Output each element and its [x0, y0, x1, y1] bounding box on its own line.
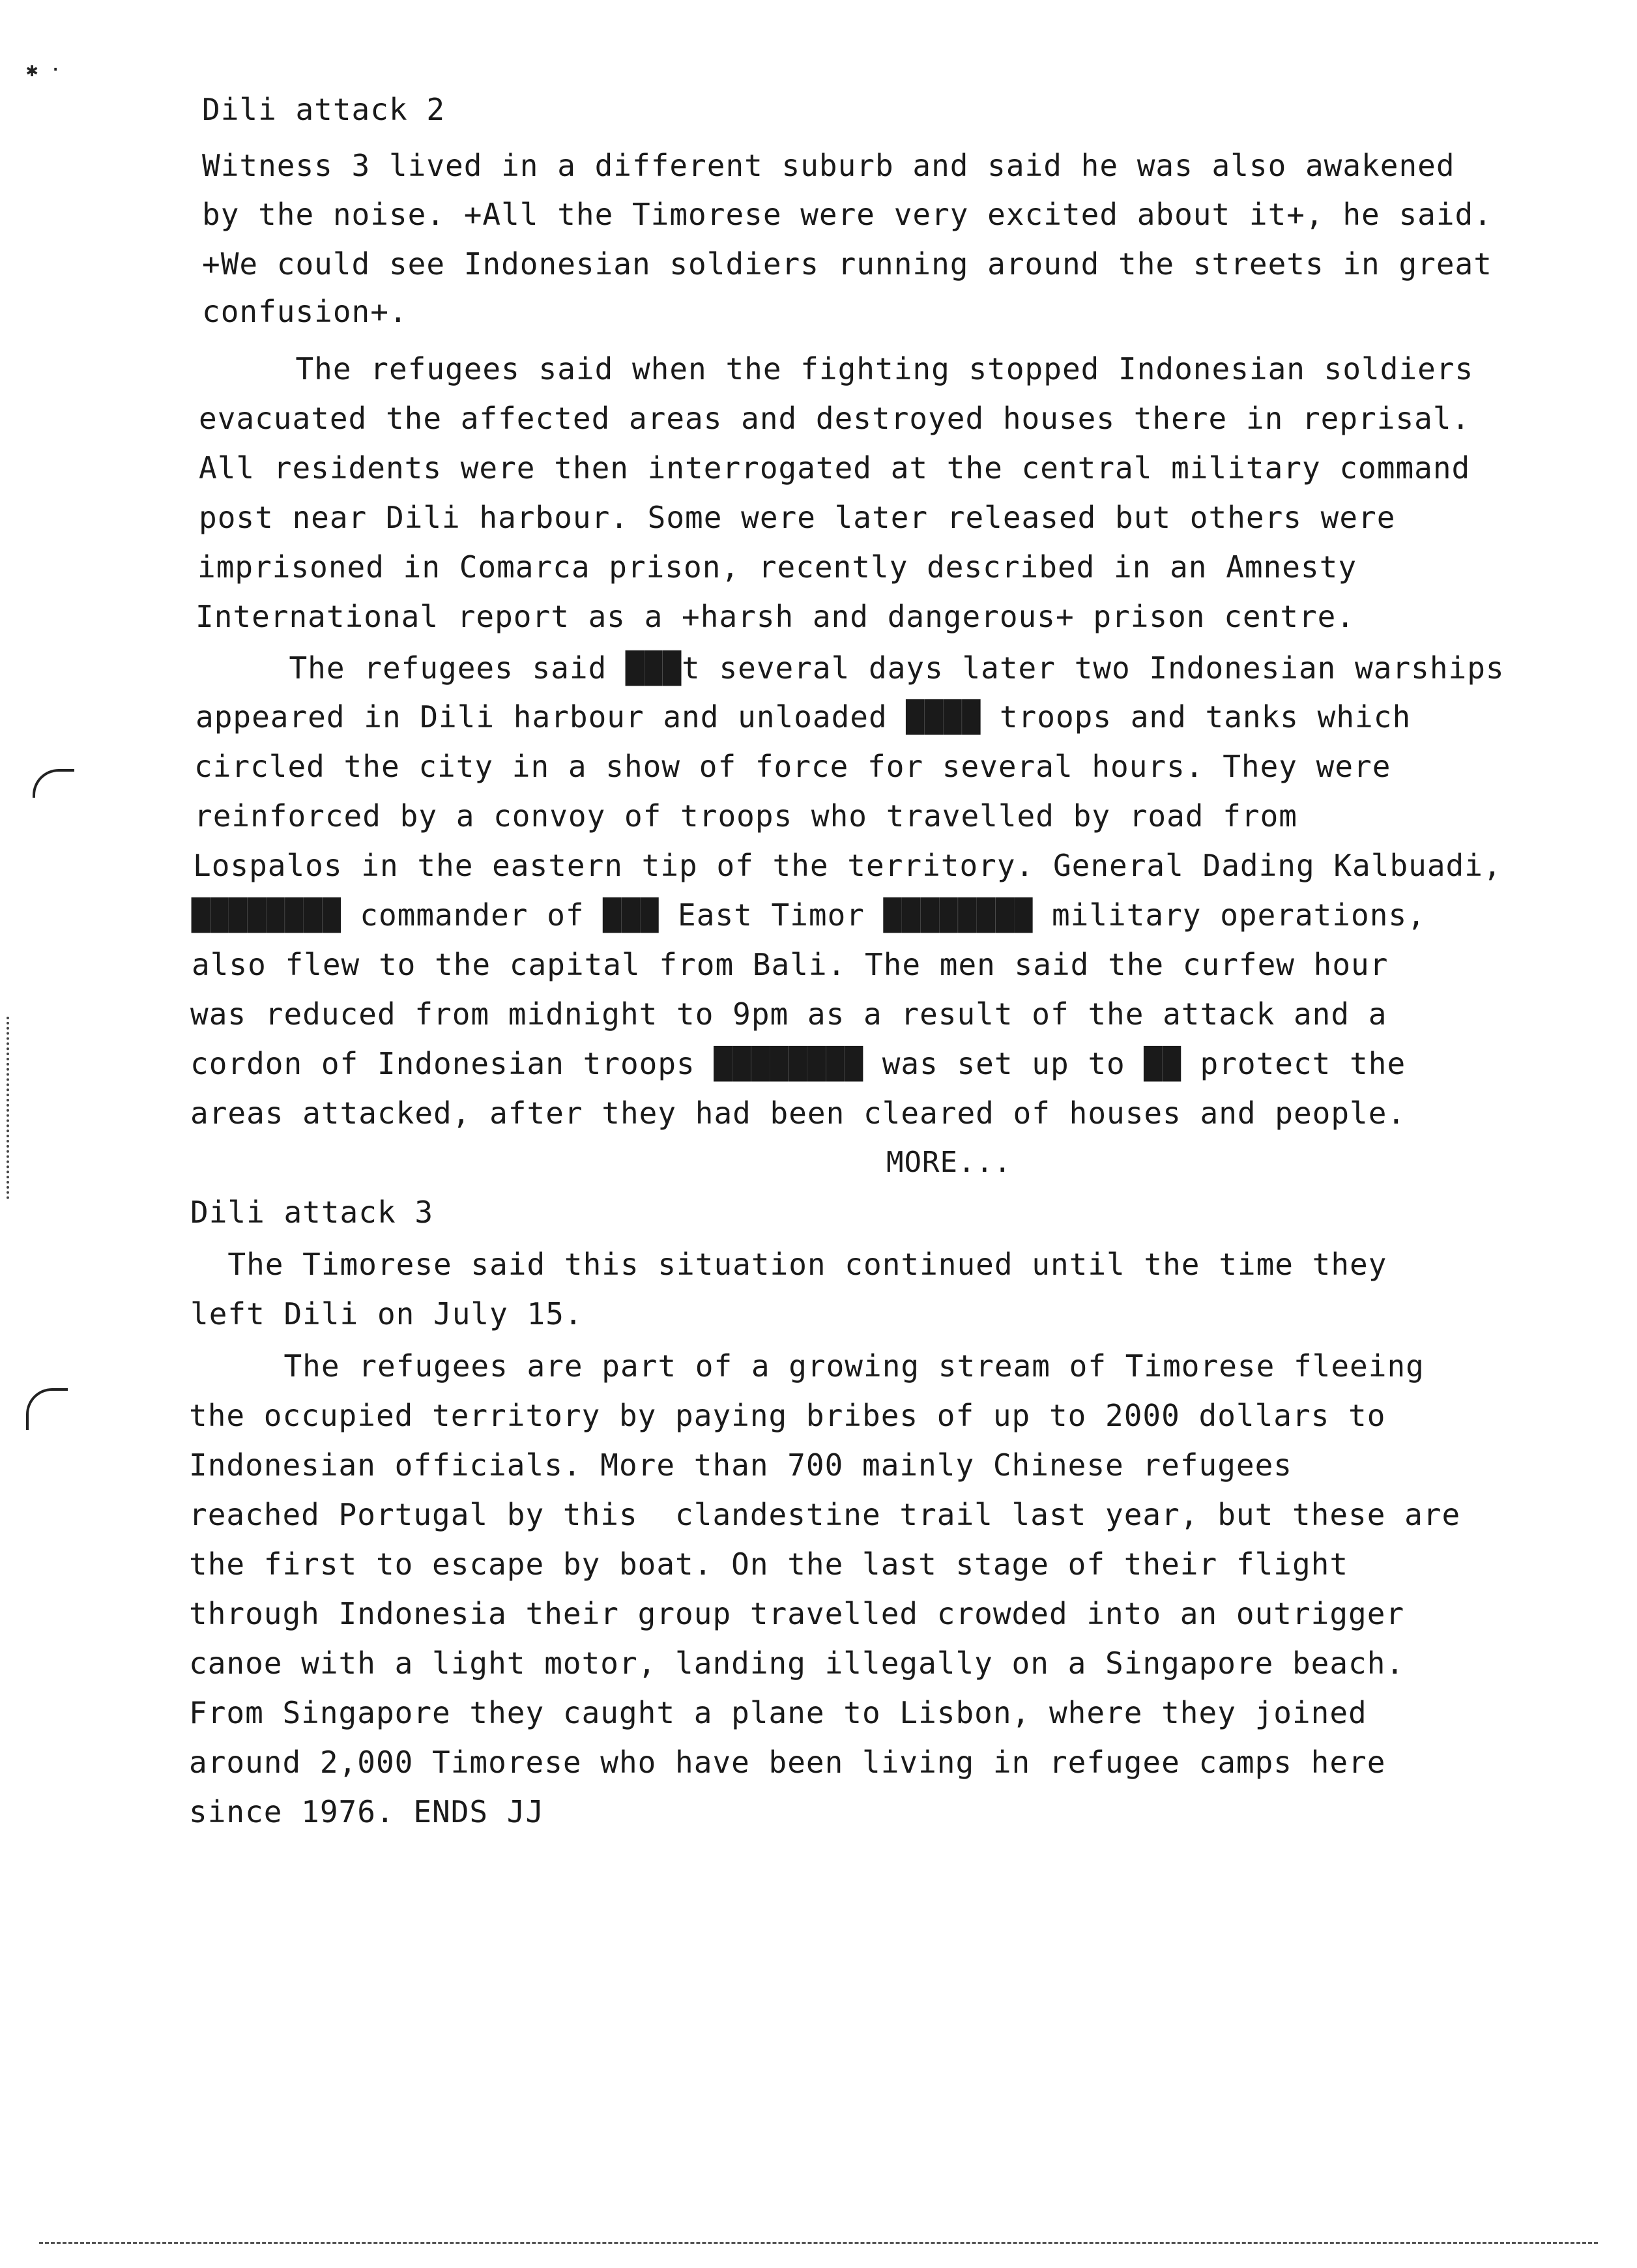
corner-mark: ✱ · — [26, 59, 62, 81]
bottom-edge-line — [39, 2242, 1598, 2244]
text-line: the first to escape by boat. On the last stage of their flight — [189, 1547, 1349, 1582]
text-line: reinforced by a convoy of troops who travelled by road from — [194, 798, 1297, 834]
text-line: left Dili on July 15. — [190, 1296, 583, 1331]
section-heading: Dili attack 3 — [190, 1195, 434, 1230]
text-line: the occupied territory by paying bribes of up to 2000 dollars to — [189, 1398, 1386, 1433]
text-line: post near Dili harbour. Some were later released but others were — [199, 500, 1396, 535]
text-line: +We could see Indonesian soldiers running around the streets in great — [202, 246, 1492, 282]
text-line: imprisoned in Comarca prison, recently described in an Amnesty — [197, 549, 1357, 585]
text-line: Lospalos in the eastern tip of the territory. General Dading Kalbuadi, — [193, 848, 1502, 883]
text-line: ████████ commander of ███ East Timor ████████ military operations, — [192, 897, 1426, 933]
text-line: The refugees said when the fighting stopped Indonesian soldiers — [202, 351, 1474, 386]
text-line: confusion+. — [202, 294, 408, 329]
text-line: around 2,000 Timorese who have been living in refugee camps here — [189, 1745, 1386, 1780]
margin-bracket-mark — [33, 769, 74, 798]
text-line: also flew to the capital from Bali. The men said the curfew hour — [192, 947, 1389, 982]
text-line: From Singapore they caught a plane to Lisbon, where they joined — [189, 1695, 1367, 1730]
text-line: areas attacked, after they had been cleared of houses and people. — [190, 1096, 1406, 1131]
text-line: The refugees said ███t several days later two Indonesian warships — [196, 650, 1505, 686]
text-line: All residents were then interrogated at the central military command — [199, 450, 1471, 486]
text-line: reached Portugal by this clandestine trail last year, but these are — [189, 1497, 1461, 1532]
text-line: since 1976. ENDS JJ — [189, 1794, 545, 1829]
margin-dots — [7, 1017, 16, 1199]
text-line: circled the city in a show of force for several hours. They were — [194, 749, 1391, 784]
text-line: Indonesian officials. More than 700 mainly Chinese refugees — [189, 1447, 1292, 1483]
text-line: evacuated the affected areas and destroyed houses there in reprisal. — [199, 401, 1471, 436]
text-line: The refugees are part of a growing stream of Timorese fleeing — [190, 1348, 1425, 1384]
text-line: The Timorese said this situation continued until the time they — [190, 1247, 1387, 1282]
text-line: by the noise. +All the Timorese were very excited about it+, he said. — [202, 197, 1492, 232]
text-line: appeared in Dili harbour and unloaded ████ troops and tanks which — [196, 699, 1412, 734]
text-line: Witness 3 lived in a different suburb and said he was also awakened — [202, 148, 1455, 183]
section-heading: Dili attack 2 — [202, 92, 446, 127]
text-line: was reduced from midnight to 9pm as a result of the attack and a — [190, 996, 1387, 1032]
text-line: canoe with a light motor, landing illegally on a Singapore beach. — [189, 1646, 1405, 1681]
text-line: through Indonesia their group travelled crowded into an outrigger — [189, 1596, 1405, 1631]
text-line: cordon of Indonesian troops ████████ was set up to ██ protect the — [190, 1046, 1406, 1081]
text-line: International report as a +harsh and dangerous+ prison centre. — [196, 599, 1355, 634]
margin-bracket-mark — [26, 1388, 68, 1430]
more-marker: MORE... — [886, 1146, 1012, 1179]
